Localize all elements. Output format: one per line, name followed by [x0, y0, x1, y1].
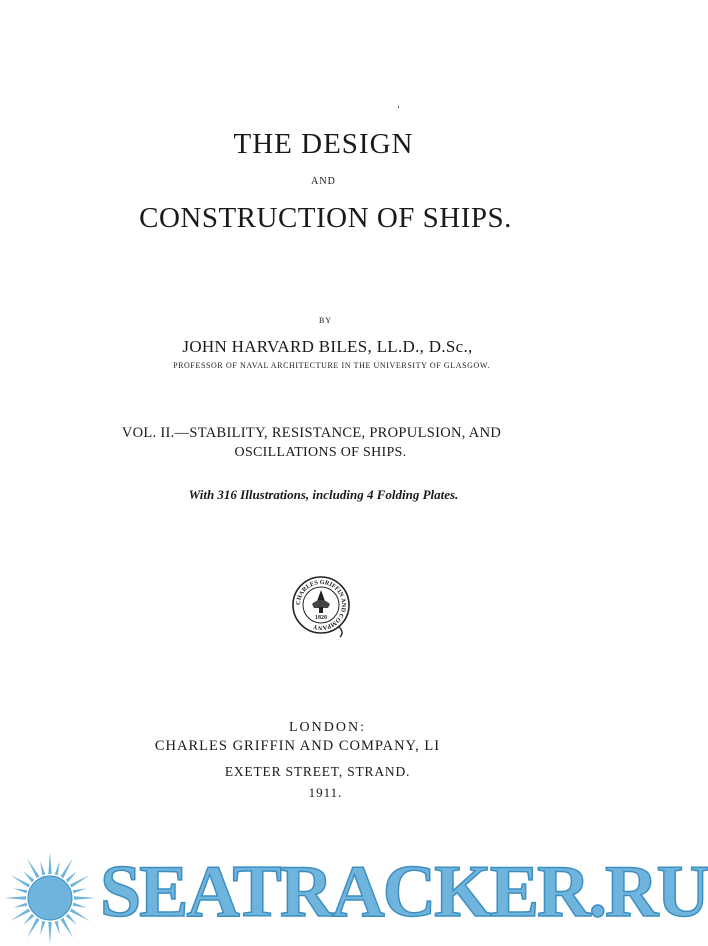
sunburst-ray — [23, 871, 34, 882]
sunburst-ray — [48, 922, 51, 944]
sunburst-ray — [66, 871, 77, 882]
sunburst-ray — [13, 903, 27, 908]
sunburst-ray — [70, 875, 90, 888]
watermark-text: SEATRACKER.RU — [100, 851, 708, 933]
sunburst-ray — [55, 861, 60, 875]
sunburst-ray — [73, 903, 87, 908]
imprint-address: EXETER STREET, STRAND. — [224, 764, 411, 779]
sunburst-ray — [10, 875, 30, 888]
seal-ring-text: CHARLES GRIFFIN AND COMPANY — [294, 578, 348, 632]
title-line-3: CONSTRUCTION OF SHIPS. — [139, 202, 512, 234]
publisher-seal-icon — [290, 574, 352, 638]
author-position: PROFESSOR OF NAVAL ARCHITECTURE IN THE UNIVERSITY OF GLASGOW. — [173, 361, 490, 370]
sunburst-ray — [55, 921, 60, 935]
sunburst-ray — [13, 888, 27, 893]
title-line-1: THE DESIGN — [233, 128, 414, 160]
imprint-publisher: CHARLES GRIFFIN AND COMPANY, LI — [154, 738, 441, 754]
volume-line-1: VOL. II.—STABILITY, RESISTANCE, PROPULSION, AND — [121, 425, 502, 441]
sunburst-ray — [27, 918, 40, 938]
imprint-year: 1911. — [308, 785, 343, 800]
seal-year: 1820 — [315, 615, 327, 621]
print-speck — [398, 106, 399, 108]
sunburst-ray — [23, 914, 34, 925]
sunburst-ray — [40, 861, 45, 875]
sunburst-ray — [66, 914, 77, 925]
volume-line-2: OSCILLATIONS OF SHIPS. — [234, 445, 407, 460]
title-line-2: AND — [311, 176, 336, 187]
sunburst-ray — [10, 909, 30, 922]
sunburst-ray — [4, 896, 26, 899]
sunburst-ray — [61, 858, 74, 878]
sunburst-ray — [73, 888, 87, 893]
illustrations-note: With 316 Illustrations, including 4 Folding Plates. — [188, 487, 459, 502]
sunburst-ray — [48, 852, 51, 874]
sunburst-ray — [74, 896, 96, 899]
sunburst-ray — [70, 909, 90, 922]
imprint-city: LONDON: — [289, 720, 366, 735]
sunburst-ray — [40, 921, 45, 935]
sunburst-ray — [61, 918, 74, 938]
author-name: JOHN HARVARD BILES, LL.D., D.Sc., — [182, 337, 473, 356]
sunburst-ray — [27, 858, 40, 878]
byline: BY — [318, 316, 333, 325]
